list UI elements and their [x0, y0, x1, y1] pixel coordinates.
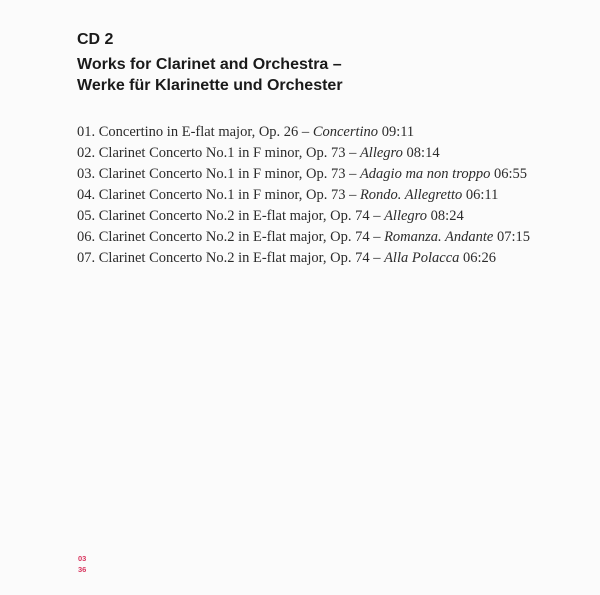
track-number: 03. — [77, 166, 96, 182]
track-work: Clarinet Concerto No.1 in F minor, Op. 73 – — [98, 145, 357, 161]
track-list — [77, 122, 530, 269]
track-movement: Concertino — [312, 124, 379, 140]
track-work: Clarinet Concerto No.2 in E-flat major, Op. 74 – — [98, 229, 381, 245]
track-work: Clarinet Concerto No.2 in E-flat major, Op. 74 – — [98, 208, 381, 224]
track-movement: Allegro — [384, 208, 428, 224]
track-movement: Adagio ma non troppo — [359, 166, 491, 182]
cd-header — [77, 30, 343, 96]
track-movement: Romanza. Andante — [384, 229, 494, 245]
track-movement: Allegro — [359, 145, 403, 161]
track-item — [77, 248, 530, 269]
track-item — [77, 164, 530, 185]
page-current: 03 — [78, 554, 87, 563]
track-number: 07. — [77, 250, 96, 266]
track-item — [77, 206, 530, 227]
track-number: 04. — [77, 187, 96, 203]
page-numbers — [78, 553, 86, 575]
title-german: Werke für Klarinette und Orchester — [77, 77, 343, 94]
track-item — [77, 143, 530, 164]
cd-label: CD 2 — [77, 31, 114, 48]
track-duration: 06:55 — [493, 166, 527, 182]
track-duration: 07:15 — [496, 229, 531, 245]
track-item — [77, 185, 530, 206]
track-movement: Rondo. Allegretto — [359, 187, 463, 203]
title-english: Works for Clarinet and Orchestra – — [77, 56, 342, 73]
track-work: Clarinet Concerto No.1 in F minor, Op. 73 – — [98, 166, 357, 182]
track-number: 01. — [77, 124, 96, 140]
track-item — [77, 122, 530, 143]
track-work: Clarinet Concerto No.2 in E-flat major, Op. 74 – — [98, 250, 381, 266]
track-number: 02. — [77, 145, 96, 161]
track-duration: 08:14 — [406, 145, 440, 161]
track-duration: 06:26 — [463, 250, 497, 266]
track-work: Concertino in E-flat major, Op. 26 – — [98, 124, 310, 140]
track-number: 06. — [77, 229, 96, 245]
track-movement: Alla Polacca — [384, 250, 460, 266]
page-total: 36 — [78, 565, 87, 574]
track-duration: 06:11 — [465, 187, 499, 203]
track-item — [77, 227, 530, 248]
track-duration: 09:11 — [381, 124, 415, 140]
track-work: Clarinet Concerto No.1 in F minor, Op. 73 – — [98, 187, 357, 203]
track-number: 05. — [77, 208, 96, 224]
track-duration: 08:24 — [430, 208, 464, 224]
